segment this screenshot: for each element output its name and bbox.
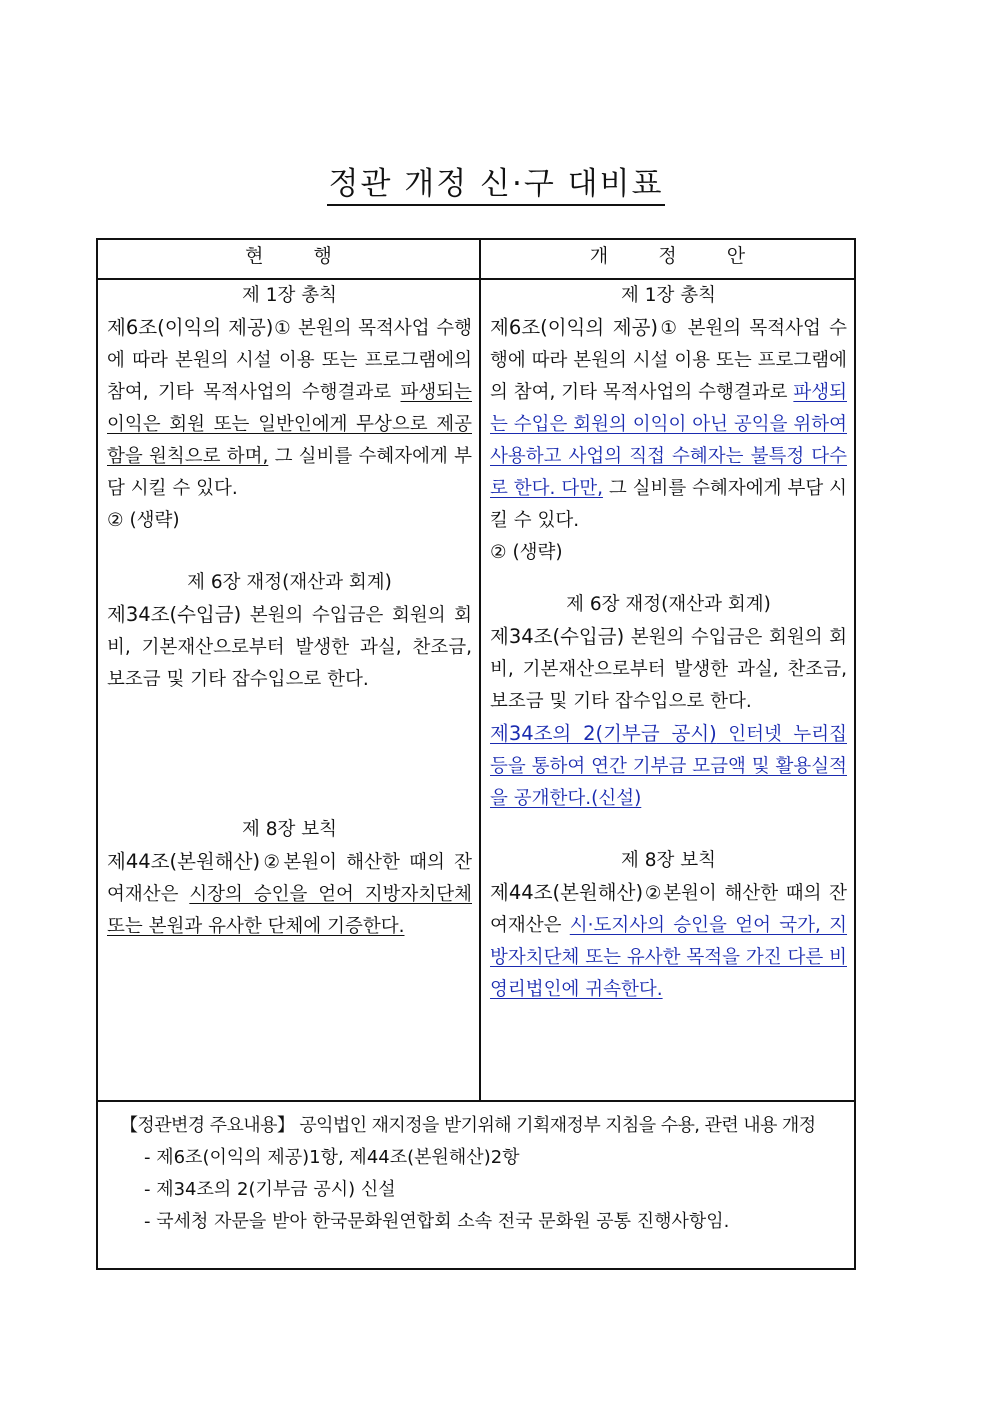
underlined-text: 시장의 승인을 얻어 지방자치단체 또는 본원과 유사한 단체에 기증한다. [107,884,472,937]
revised-article-6-para2: ② (생략) [490,542,563,563]
article-text: 본원의 수입금은 회원의 회비, 기본재산으로부터 발생한 과실, 찬조금, 보조금 및 기타 잡수입으로 한다. [107,605,472,690]
summary-item: - 제6조(이익의 제공)1항, 제44조(본원해산)2항 [144,1147,520,1168]
current-chapter-8: 제 8장 보칙 [241,819,338,840]
content-row [97,279,855,1101]
summary-row [97,1101,855,1269]
current-column [97,279,480,1101]
revised-column [480,279,855,1101]
revised-article-44 [490,877,847,1006]
article-text: 본원의 수입금은 회원의 회비, 기본재산으로부터 발생한 과실, 찬조금, 보조금 및 기타 잡수입으로 한다. [490,627,847,712]
header-row [97,239,855,279]
article-label: 제34조(수입금) [107,603,242,626]
article-label: 제44조(본원해산) [107,850,261,873]
comparison-table [96,238,856,1270]
current-article-6 [107,312,472,505]
revised-text: 파생되는 수입은 회원의 이익이 아닌 공익을 위하여 사용하고 사업의 직접 수혜자는 불특정 다수로 한다. 다만, [490,382,847,499]
header-current: 현 행 [97,239,480,279]
summary-heading: 【정관변경 주요내용】 공익법인 재지정을 받기위해 기획재정부 지침을 수용, 관련 내용 개정 [120,1115,816,1136]
current-article-34 [107,599,472,696]
page-title-text: 정관 개정 신·구 대비표 [327,166,666,206]
current-chapter-1: 제 1장 총칙 [241,285,338,306]
revised-chapter-6: 제 6장 재정(재산과 회계) [566,594,771,615]
summary-cell [97,1101,855,1269]
current-article-6-para2: ② (생략) [107,510,180,531]
revised-chapter-8: 제 8장 보칙 [620,850,717,871]
summary-item: - 국세청 자문을 받아 한국문화원연합회 소속 전국 문화원 공통 진행사항임. [144,1211,730,1232]
current-article-44 [107,846,472,943]
article-text: 그 실비를 수혜자에게 부담 시킬 수 있다. [107,446,472,499]
revised-article-34 [490,621,847,718]
current-chapter-6: 제 6장 재정(재산과 회계) [187,572,392,593]
article-text: 그 실비를 수혜자에게 부담 시킬 수 있다. [490,478,847,531]
page-title [0,158,992,203]
article-label: 제44조(본원해산) [490,881,644,904]
revised-article-34-2 [490,718,847,815]
article-label: 제34조(수입금) [490,625,625,648]
article-text: ① 본원의 목적사업 수행에 따라 본원의 시설 이용 또는 프로그램에의 참여, 기타 목적사업의 수행결과로 [490,318,847,403]
revised-text: 인터넷 누리집 등을 통하여 연간 기부금 모금액 및 활용실적을 공개한다.(신설) [490,724,847,809]
revised-chapter-1: 제 1장 총칙 [620,285,717,306]
underlined-text: 파생되는 이익은 회원 또는 일반인에게 무상으로 제공함을 원칙으로 하며, [107,382,472,467]
article-label: 제6조(이익의 제공) [107,316,274,339]
summary-item: - 제34조의 2(기부금 공시) 신설 [144,1179,396,1200]
article-text: ②본원이 해산한 때의 잔여재산은 [107,852,472,905]
revised-text: 시·도지사의 승인을 얻어 국가, 지방자치단체 또는 유사한 목적을 가진 다른 비영리법인에 귀속한다. [490,915,848,1000]
header-revised: 개 정 안 [480,239,855,279]
article-text: ②본원이 해산한 때의 잔여재산은 [490,883,847,936]
article-label: 제6조(이익의 제공) [490,316,659,339]
revised-article-6 [490,312,847,537]
article-text: ① 본원의 목적사업 수행에 따라 본원의 시설 이용 또는 프로그램에의 참여, 기타 목적사업의 수행결과로 [107,318,472,403]
revised-article-label: 제34조의 2(기부금 공시) [490,722,717,745]
